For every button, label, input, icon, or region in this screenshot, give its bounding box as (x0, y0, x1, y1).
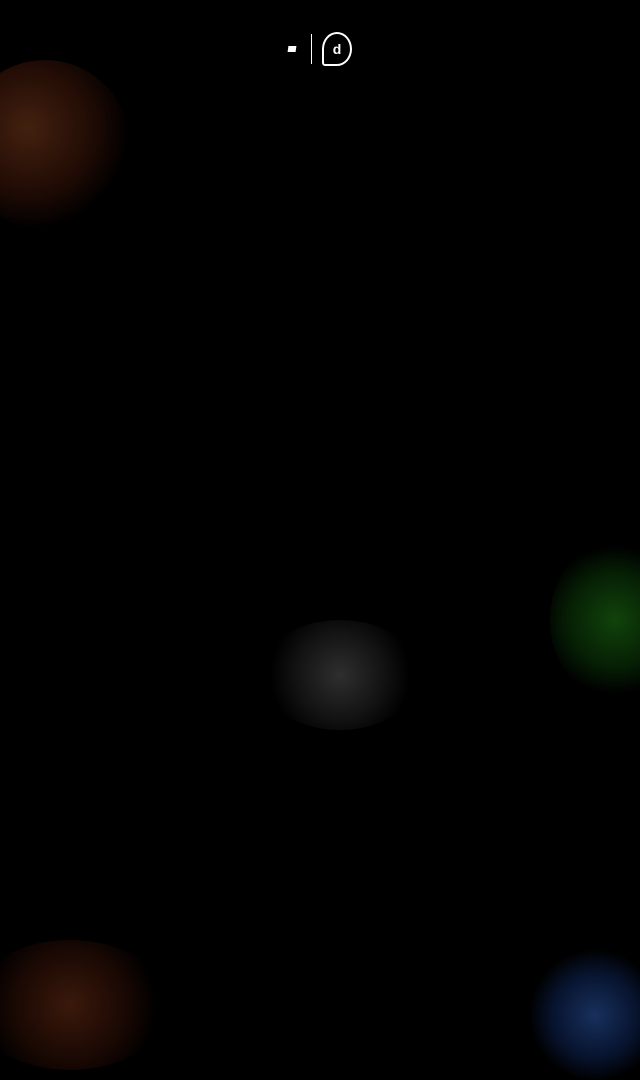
partner-logo-icon: d (322, 32, 352, 66)
logo-mark (288, 46, 297, 52)
green-shape-decoration (550, 540, 640, 700)
dalat-ultra-trail-logo (288, 46, 301, 52)
day-sunday (42, 0, 107, 2)
gear-decoration (0, 940, 170, 1070)
logo-divider (311, 34, 312, 64)
silver-shape-decoration (260, 620, 420, 730)
logo-bar (0, 24, 640, 74)
blue-shape-decoration (530, 950, 640, 1080)
gear-decoration (0, 60, 130, 230)
